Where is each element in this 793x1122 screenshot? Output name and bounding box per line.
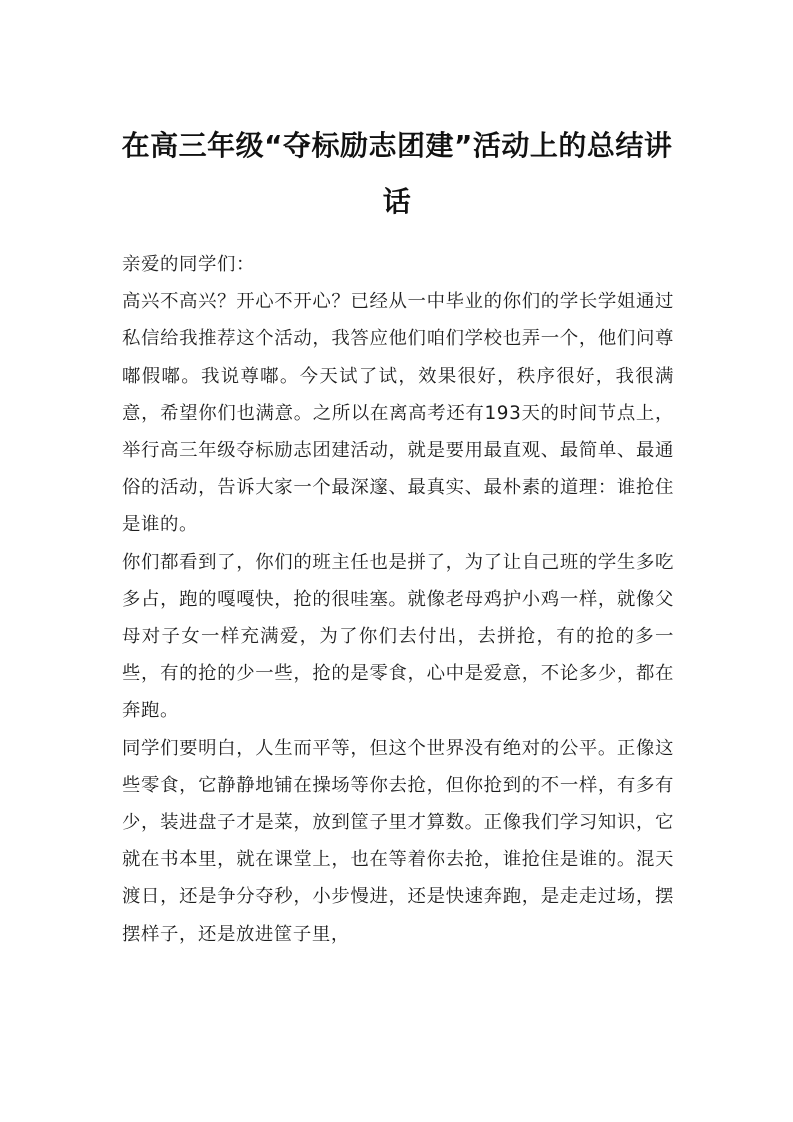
document-title: 在高三年级“夺标励志团建”活动上的总结讲话: [121, 129, 673, 218]
salutation: 亲爱的同学们：: [122, 254, 255, 275]
document-body: [122, 246, 674, 953]
paragraph-3: 同学们要明白，人生而平等，但这个世界没有绝对的公平。正像这些零食，它静静地铺在操场等你去抢，但你抢到的不一样，有多有少，装进盘子才是菜，放到筐子里才算数。正像我们学习知识，它就在书本里，就在课堂上，也在等着你去抢，谁抢住是谁的。混天渡日，还是争分夺秒，小步慢进，还是快速奔跑，是走走过场，摆摆样子，还是放进筐子里，: [122, 737, 674, 945]
paragraph-2: 你们都看到了，你们的班主任也是拼了，为了让自己班的学生多吃多占，跑的嘎嘎快，抢的很哇塞。就像老母鸡护小鸡一样，就像父母对子女一样充满爱，为了你们去付出，去拼抢，有的抢的多一些，有的抢的少一些，抢的是零食，心中是爱意，不论多少，都在奔跑。: [122, 551, 674, 722]
paragraph-1: 高兴不高兴？开心不开心？已经从一中毕业的你们的学长学姐通过私信给我推荐这个活动，我答应他们咱们学校也弄一个，他们问尊嘟假嘟。我说尊嘟。今天试了试，效果很好，秩序很好，我很满意，希望你们也满意。之所以在离高考还有193天的时间节点上，举行高三年级夺标励志团建活动，就是要用最直观、最简单、最通俗的活动，告诉大家一个最深邃、最真实、最朴素的道理：谁抢住是谁的。: [122, 291, 674, 536]
